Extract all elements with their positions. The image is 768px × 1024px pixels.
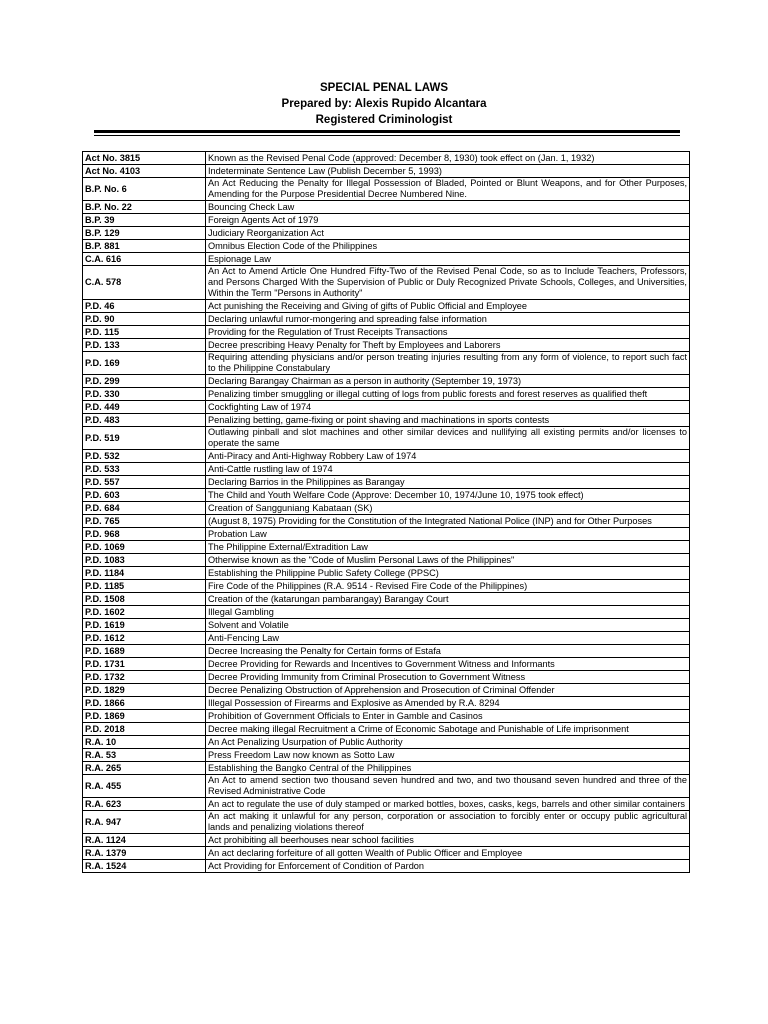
law-description-cell: Act prohibiting all beerhouses near school facilities [206, 834, 690, 847]
law-description-cell: An Act Reducing the Penalty for Illegal Possession of Bladed, Pointed or Blunt Weapons, and for Other Purposes, Amending for the Purpose Presidential Decree Numbered Nine. [206, 178, 690, 201]
table-row [83, 762, 690, 775]
table-row [83, 266, 690, 300]
law-number-cell: P.D. 1602 [83, 606, 206, 619]
law-description-cell: Establishing the Bangko Central of the Philippines [206, 762, 690, 775]
table-row [83, 414, 690, 427]
law-number-cell: P.D. 133 [83, 339, 206, 352]
table-row [83, 253, 690, 266]
table-row [83, 847, 690, 860]
table-row [83, 463, 690, 476]
table-row [83, 606, 690, 619]
table-row [83, 554, 690, 567]
law-description-cell: Declaring unlawful rumor-mongering and spreading false information [206, 313, 690, 326]
table-row [83, 736, 690, 749]
law-description-cell: (August 8, 1975) Providing for the Constitution of the Integrated National Police (INP) and for Other Purposes [206, 515, 690, 528]
table-row [83, 427, 690, 450]
law-description-cell: The Philippine External/Extradition Law [206, 541, 690, 554]
law-number-cell: P.D. 765 [83, 515, 206, 528]
law-number-cell: P.D. 483 [83, 414, 206, 427]
table-row [83, 450, 690, 463]
law-number-cell: R.A. 265 [83, 762, 206, 775]
table-row [83, 476, 690, 489]
law-description-cell: Creation of Sangguniang Kabataan (SK) [206, 502, 690, 515]
law-description-cell: Decree prescribing Heavy Penalty for Theft by Employees and Laborers [206, 339, 690, 352]
law-description-cell: The Child and Youth Welfare Code (Approve: December 10, 1974/June 10, 1975 took effect) [206, 489, 690, 502]
law-description-cell: An act to regulate the use of duly stamped or marked bottles, boxes, casks, kegs, barrels and other similar containers [206, 798, 690, 811]
law-number-cell: P.D. 330 [83, 388, 206, 401]
law-number-cell: R.A. 1524 [83, 860, 206, 873]
table-row [83, 541, 690, 554]
law-number-cell: P.D. 968 [83, 528, 206, 541]
table-row [83, 619, 690, 632]
law-number-cell: C.A. 578 [83, 266, 206, 300]
law-number-cell: P.D. 1069 [83, 541, 206, 554]
table-row [83, 811, 690, 834]
table-row [83, 240, 690, 253]
law-description-cell: Anti-Cattle rustling law of 1974 [206, 463, 690, 476]
law-number-cell: P.D. 1508 [83, 593, 206, 606]
law-number-cell: R.A. 947 [83, 811, 206, 834]
law-number-cell: C.A. 616 [83, 253, 206, 266]
law-description-cell: Otherwise known as the "Code of Muslim Personal Laws of the Philippines" [206, 554, 690, 567]
table-row [83, 684, 690, 697]
law-description-cell: Declaring Barangay Chairman as a person in authority (September 19, 1973) [206, 375, 690, 388]
law-number-cell: P.D. 1731 [83, 658, 206, 671]
law-number-cell: P.D. 90 [83, 313, 206, 326]
law-description-cell: Espionage Law [206, 253, 690, 266]
law-description-cell: Anti-Piracy and Anti-Highway Robbery Law of 1974 [206, 450, 690, 463]
table-row [83, 593, 690, 606]
table-row [83, 528, 690, 541]
law-description-cell: Press Freedom Law now known as Sotto Law [206, 749, 690, 762]
table-row [83, 375, 690, 388]
law-number-cell: B.P. 129 [83, 227, 206, 240]
law-number-cell: B.P. 881 [83, 240, 206, 253]
table-row [83, 723, 690, 736]
law-number-cell: R.A. 1379 [83, 847, 206, 860]
table-row [83, 300, 690, 313]
law-description-cell: An act making it unlawful for any person, corporation or association to forcibly enter or occupy public agricultural lands and penalizing violations thereof [206, 811, 690, 834]
law-number-cell: P.D. 557 [83, 476, 206, 489]
law-description-cell: Act punishing the Receiving and Giving of gifts of Public Official and Employee [206, 300, 690, 313]
law-number-cell: P.D. 532 [83, 450, 206, 463]
law-number-cell: P.D. 1732 [83, 671, 206, 684]
law-number-cell: P.D. 1185 [83, 580, 206, 593]
law-number-cell: P.D. 1083 [83, 554, 206, 567]
law-number-cell: P.D. 2018 [83, 723, 206, 736]
table-row [83, 401, 690, 414]
law-number-cell: P.D. 46 [83, 300, 206, 313]
table-row [83, 645, 690, 658]
law-description-cell: An Act to Amend Article One Hundred Fifty-Two of the Revised Penal Code, so as to Include Teachers, Professors, and Persons Charged With the Supervision of Public or Duly Recognized Private Schools, Colleges, and Universities, Within the Term "Persons in Authority" [206, 266, 690, 300]
table-row [83, 567, 690, 580]
header-rule-thin [94, 135, 680, 136]
law-description-cell: Indeterminate Sentence Law (Publish December 5, 1993) [206, 165, 690, 178]
law-number-cell: R.A. 455 [83, 775, 206, 798]
law-description-cell: Foreign Agents Act of 1979 [206, 214, 690, 227]
table-row [83, 178, 690, 201]
law-description-cell: Solvent and Volatile [206, 619, 690, 632]
law-description-cell: Penalizing betting, game-fixing or point shaving and machinations in sports contests [206, 414, 690, 427]
table-row [83, 502, 690, 515]
law-number-cell: P.D. 1184 [83, 567, 206, 580]
laws-table-body [83, 152, 690, 873]
document-header [0, 80, 768, 128]
table-row [83, 834, 690, 847]
law-description-cell: Cockfighting Law of 1974 [206, 401, 690, 414]
table-row [83, 326, 690, 339]
law-number-cell: R.A. 623 [83, 798, 206, 811]
table-row [83, 580, 690, 593]
law-description-cell: Creation of the (katarungan pambarangay) Barangay Court [206, 593, 690, 606]
table-row [83, 214, 690, 227]
header-rule-thick [94, 130, 680, 133]
law-description-cell: Outlawing pinball and slot machines and other similar devices and nullifying all existing permits and/or licenses to operate the same [206, 427, 690, 450]
table-row [83, 798, 690, 811]
document-title: SPECIAL PENAL LAWS [319, 82, 448, 94]
prepared-by-line: Prepared by: Alexis Rupido Alcantara [281, 98, 487, 110]
table-row [83, 339, 690, 352]
law-number-cell: R.A. 53 [83, 749, 206, 762]
law-description-cell: Illegal Gambling [206, 606, 690, 619]
law-description-cell: An act declaring forfeiture of all gotten Wealth of Public Officer and Employee [206, 847, 690, 860]
laws-table [82, 151, 690, 873]
law-number-cell: P.D. 684 [83, 502, 206, 515]
law-description-cell: Requiring attending physicians and/or person treating injuries resulting from any form of violence, to report such fact to the Philippine Constabulary [206, 352, 690, 375]
table-row [83, 749, 690, 762]
law-number-cell: P.D. 1866 [83, 697, 206, 710]
law-number-cell: P.D. 519 [83, 427, 206, 450]
law-description-cell: Penalizing timber smuggling or illegal cutting of logs from public forests and forest reserves as qualified theft [206, 388, 690, 401]
law-description-cell: Establishing the Philippine Public Safety College (PPSC) [206, 567, 690, 580]
law-number-cell: B.P. No. 22 [83, 201, 206, 214]
law-number-cell: P.D. 115 [83, 326, 206, 339]
law-number-cell: B.P. 39 [83, 214, 206, 227]
law-description-cell: Decree Increasing the Penalty for Certain forms of Estafa [206, 645, 690, 658]
table-row [83, 515, 690, 528]
law-description-cell: Decree making illegal Recruitment a Crime of Economic Sabotage and Punishable of Life imprisonment [206, 723, 690, 736]
law-description-cell: Providing for the Regulation of Trust Receipts Transactions [206, 326, 690, 339]
law-description-cell: Decree Providing for Rewards and Incentives to Government Witness and Informants [206, 658, 690, 671]
law-description-cell: An Act Penalizing Usurpation of Public Authority [206, 736, 690, 749]
law-number-cell: Act No. 3815 [83, 152, 206, 165]
table-row [83, 201, 690, 214]
table-row [83, 388, 690, 401]
law-number-cell: R.A. 1124 [83, 834, 206, 847]
law-number-cell: P.D. 1619 [83, 619, 206, 632]
law-description-cell: Probation Law [206, 528, 690, 541]
law-number-cell: R.A. 10 [83, 736, 206, 749]
law-description-cell: Decree Penalizing Obstruction of Apprehension and Prosecution of Criminal Offender [206, 684, 690, 697]
table-row [83, 658, 690, 671]
table-row [83, 697, 690, 710]
law-description-cell: Anti-Fencing Law [206, 632, 690, 645]
law-description-cell: Omnibus Election Code of the Philippines [206, 240, 690, 253]
law-number-cell: B.P. No. 6 [83, 178, 206, 201]
law-description-cell: Known as the Revised Penal Code (approved: December 8, 1930) took effect on (Jan. 1, 1932) [206, 152, 690, 165]
author-role: Registered Criminologist [315, 114, 453, 126]
law-number-cell: P.D. 1612 [83, 632, 206, 645]
table-row [83, 710, 690, 723]
table-row [83, 227, 690, 240]
law-description-cell: Declaring Barrios in the Philippines as Barangay [206, 476, 690, 489]
law-description-cell: Act Providing for Enforcement of Condition of Pardon [206, 860, 690, 873]
law-number-cell: P.D. 299 [83, 375, 206, 388]
law-description-cell: Judiciary Reorganization Act [206, 227, 690, 240]
table-row [83, 313, 690, 326]
table-row [83, 860, 690, 873]
table-row [83, 352, 690, 375]
law-number-cell: P.D. 449 [83, 401, 206, 414]
law-number-cell: P.D. 603 [83, 489, 206, 502]
table-row [83, 632, 690, 645]
law-number-cell: P.D. 1689 [83, 645, 206, 658]
table-row [83, 165, 690, 178]
law-description-cell: Fire Code of the Philippines (R.A. 9514 - Revised Fire Code of the Philippines) [206, 580, 690, 593]
law-description-cell: Bouncing Check Law [206, 201, 690, 214]
law-description-cell: Prohibition of Government Officials to Enter in Gamble and Casinos [206, 710, 690, 723]
law-description-cell: An Act to amend section two thousand seven hundred and two, and two thousand seven hundred and three of the Revised Administrative Code [206, 775, 690, 798]
law-number-cell: Act No. 4103 [83, 165, 206, 178]
law-number-cell: P.D. 1869 [83, 710, 206, 723]
law-number-cell: P.D. 1829 [83, 684, 206, 697]
table-row [83, 152, 690, 165]
law-number-cell: P.D. 169 [83, 352, 206, 375]
law-description-cell: Illegal Possession of Firearms and Explosive as Amended by R.A. 8294 [206, 697, 690, 710]
table-row [83, 671, 690, 684]
table-row [83, 489, 690, 502]
law-description-cell: Decree Providing Immunity from Criminal Prosecution to Government Witness [206, 671, 690, 684]
table-row [83, 775, 690, 798]
law-number-cell: P.D. 533 [83, 463, 206, 476]
